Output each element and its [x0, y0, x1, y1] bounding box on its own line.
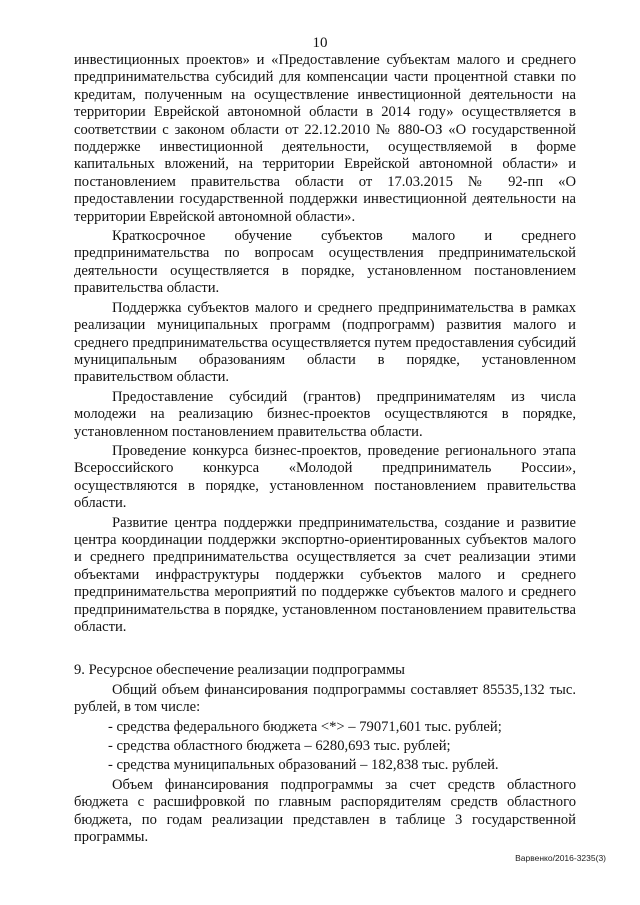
- funding-item-municipal: - средства муниципальных образований – 182,838 тыс. рублей.: [108, 757, 499, 774]
- page-number: 10: [312, 35, 328, 51]
- body-text: [74, 52, 576, 846]
- document-code: Варвенко/2016-3235(3): [515, 853, 606, 863]
- funding-item-regional: - средства областного бюджета – 6280,693 тыс. рублей;: [108, 738, 451, 755]
- paragraph-business-contest: Проведение конкурса бизнес-проектов, проведение регионального этапа Всероссийского конкурса «Молодой предприниматель России», осуществляются в порядке, установленном постановлением правительства области.: [74, 442, 576, 512]
- paragraph-funding-intro: Общий объем финансирования подпрограммы составляет 85535,132 тыс. рублей, в том числе:: [74, 681, 576, 716]
- paragraph-support-center: Развитие центра поддержки предпринимательства, создание и развитие центра координации поддержки экспортно-ориентированных субъектов малого и среднего предпринимательства осуществляется за счет реализации этими объектами инфраструктуры поддержки субъектов малого и среднего предпринимательства мероприятий по поддержке субъектов малого и среднего предпринимательства в порядке, установленном постановлением правительства области.: [74, 514, 576, 635]
- funding-item-federal: - средства федерального бюджета <*> – 79071,601 тыс. рублей;: [108, 718, 502, 735]
- paragraph-investment-support: инвестиционных проектов» и «Предоставление субъектам малого и среднего предпринимательства субсидий для компенсации части процентной ставки по кредитам, полученным на осуществление инвестиционной деятельности на территории Еврейской автономной области в 2014 году» осуществляется в соответствии с законом области от 22.12.2010 № 880-ОЗ «О государственной поддержке инвестиционной деятельности, осуществляемой в форме капитальных вложений, на территории Еврейской автономной области» и постановлением правительства области от 17.03.2015 № 92-пп «О предоставлении государственной поддержки инвестиционной деятельности на территории Еврейской автономной области».: [74, 52, 576, 225]
- paragraph-municipal-programs: Поддержка субъектов малого и среднего предпринимательства в рамках реализации муниципальных программ (подпрограмм) развития малого и среднего предпринимательства осуществляется путем предоставления субсидий муниципальным образованиям области в порядке, установленном правительством области.: [74, 299, 576, 386]
- section-heading: 9. Ресурсное обеспечение реализации подпрограммы: [74, 662, 405, 679]
- paragraph-short-term-training: Краткосрочное обучение субъектов малого и среднего предпринимательства по вопросам осуществления предпринимательской деятельности осуществляется в порядке, установленном постановлением правительства области.: [74, 228, 576, 297]
- paragraph-funding-closing: Объем финансирования подпрограммы за счет средств областного бюджета с расшифровкой по главным распорядителям средств областного бюджета, по годам реализации представлен в таблице 3 государственной программы.: [74, 776, 576, 846]
- paragraph-youth-grants: Предоставление субсидий (грантов) предпринимателям из числа молодежи на реализацию бизнес-проектов осуществляются в порядке, установленном постановлением правительства области.: [74, 388, 576, 440]
